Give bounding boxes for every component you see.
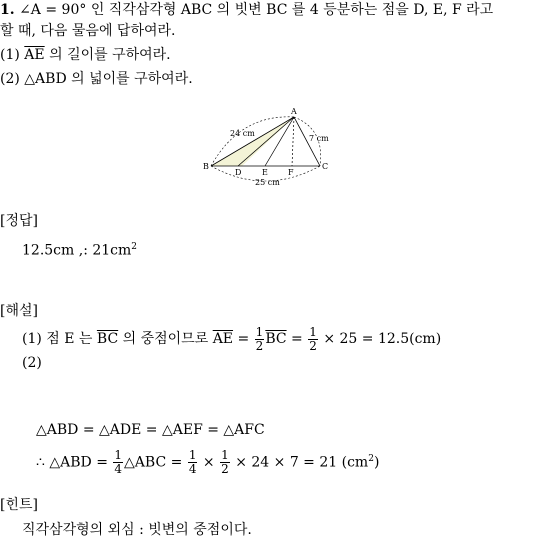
label-ab-length: 24 cm [230, 129, 255, 138]
solution-1-frac-b: $\frac{1}{2}$ [309, 324, 317, 353]
solution-1-seg-ae: $\overline{AE}$ [212, 331, 234, 347]
hint-text: 직각삼각형의 외심 : 빗변의 중점이다. [22, 522, 252, 538]
solution-2-mid: △ABC = [124, 454, 183, 471]
solution-2-equation-1: △ABD = △ADE = △AEF = △AFC [36, 422, 265, 438]
question-2: (2) △ABD 의 넓이를 구하여라. [0, 71, 193, 87]
problem-number: 1. [0, 2, 15, 18]
point-e-label: E [262, 168, 268, 177]
question-1-segment: $\overline{AE}$ [24, 47, 45, 63]
solution-1-eq: = [237, 331, 250, 347]
answer-value [22, 238, 137, 260]
solution-2-frac-a: $\frac{1}{4}$ [114, 448, 123, 477]
solution-2-sup: 2 [368, 454, 374, 464]
solution-2-equation-2 [36, 445, 379, 477]
hint-header: [힌트] [0, 497, 38, 513]
question-1-prefix: (1) [0, 47, 20, 63]
answer-header: [정답] [0, 213, 38, 229]
answer-sup: 2 [131, 242, 138, 252]
solution-1-mid: 의 중점이므로 [122, 331, 209, 347]
solution-step-2-label: (2) [22, 355, 42, 371]
segment-ad [238, 117, 294, 166]
solution-2-tail: × 24 × 7 = 21 (cm [235, 454, 369, 471]
segment-af [292, 117, 294, 166]
solution-2-close: ) [373, 454, 380, 471]
problem-statement-2: 할 때, 다음 물음에 답하여라. [0, 23, 176, 39]
solution-1-eq-2: = [291, 331, 303, 347]
solution-2-frac-b: $\frac{1}{4}$ [188, 448, 197, 477]
side-ab [211, 117, 294, 166]
triangle-figure [200, 104, 340, 190]
problem-line-1 [0, 1, 493, 19]
answer-text: 12.5cm ,: 21cm [22, 242, 132, 259]
solution-1-seg-bc-2: $\overline{BC}$ [265, 331, 287, 347]
solution-1-tail: × 25 = 12.5(cm) [323, 331, 442, 347]
solution-1-prefix: (1) 점 E 는 [22, 331, 93, 347]
solution-header: [해설] [0, 303, 38, 319]
point-f-label: F [288, 168, 294, 177]
solution-1-seg-bc: $\overline{BC}$ [96, 331, 119, 347]
solution-2-prefix: ∴ △ABD = [36, 454, 108, 471]
segment-ae [265, 117, 294, 166]
solution-2-times: × [202, 454, 215, 471]
point-a-label: A [291, 107, 297, 116]
point-c-label: C [322, 162, 329, 171]
solution-1-frac-a: $\frac{1}{2}$ [255, 324, 264, 353]
label-ac-length: 7 cm [309, 134, 329, 143]
solution-2-frac-c: $\frac{1}{2}$ [221, 448, 229, 477]
problem-statement-1: ∠A = 90° 인 직각삼각형 ABC 의 빗변 BC 를 4 등분하는 점을 D, E, F 라고 [19, 2, 494, 18]
question-1 [0, 46, 171, 64]
point-b-label: B [203, 162, 209, 171]
question-1-suffix: 의 길이를 구하여라. [49, 47, 171, 63]
point-d-label: D [235, 168, 242, 177]
solution-step-1 [22, 325, 441, 353]
label-bc-length: 25 cm [255, 178, 280, 187]
